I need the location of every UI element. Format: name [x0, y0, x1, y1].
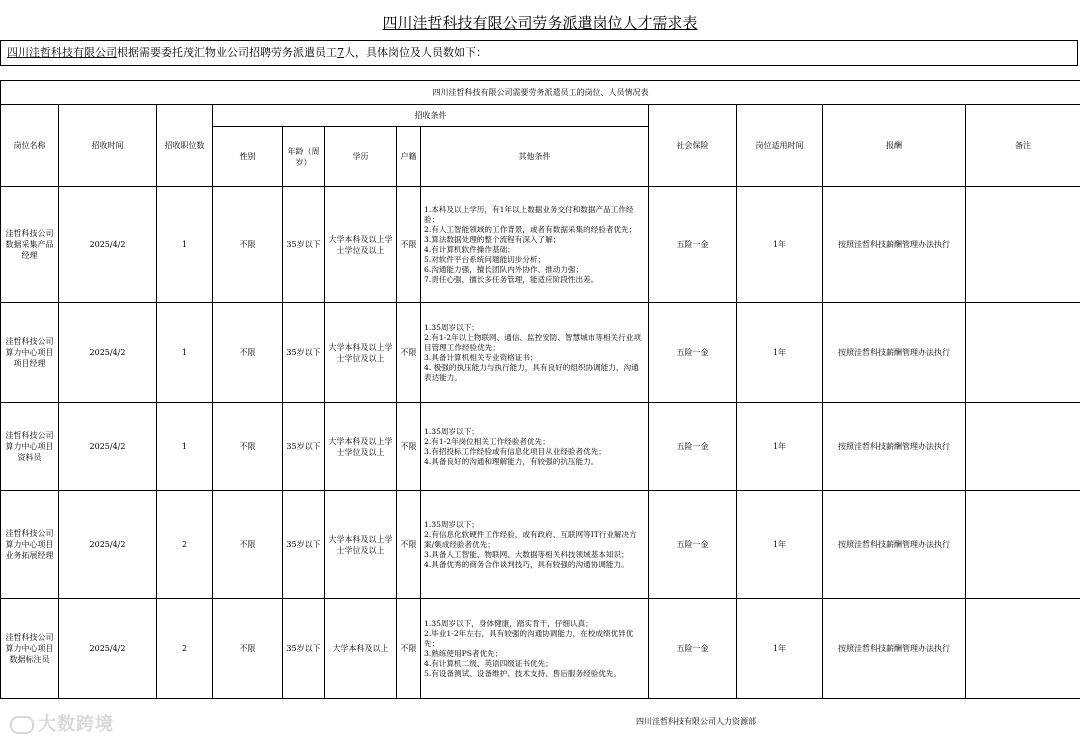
- condition-line: 3.算法数据处理的整个流程有深入了解；: [424, 234, 561, 244]
- cell-count: 2: [157, 599, 213, 699]
- cell-education: 大学本科及以上学士学位及以上: [325, 303, 397, 403]
- cell-position: 洼哲科技公司数据采集产品经理: [1, 187, 59, 303]
- condition-line: 7.责任心强，擅长多任务管理，能适应阶段性出差。: [424, 274, 599, 284]
- condition-line: 2.有1-2年岗位相关工作经验者优先；: [424, 436, 550, 446]
- cell-age: 35岁以下: [283, 187, 325, 303]
- cell-remark: [966, 303, 1080, 403]
- cell-age: 35岁以下: [283, 599, 325, 699]
- table-row: [1, 403, 1080, 491]
- cell-conditions: [421, 491, 649, 599]
- cell-count: 2: [157, 491, 213, 599]
- cell-position: 洼哲科技公司算力中心项目资料员: [1, 403, 59, 491]
- header-education: 学历: [325, 127, 397, 187]
- header-other: 其他条件: [421, 127, 649, 187]
- cell-education: 大学本科及以上: [325, 599, 397, 699]
- condition-line: 5.对软件平台系统问题能切步分析；: [424, 254, 546, 264]
- condition-line: 4.具备良好的沟通和理解能力，有较强的抗压能力。: [424, 456, 599, 466]
- cell-gender: 不限: [213, 403, 283, 491]
- intro-line: [0, 40, 1078, 66]
- header-position: 岗位名称: [1, 105, 59, 187]
- cell-insurance: 五险一金: [649, 599, 737, 699]
- cell-insurance: 五险一金: [649, 403, 737, 491]
- cell-count: 1: [157, 187, 213, 303]
- header-time: 招收时间: [59, 105, 157, 187]
- cell-duration: 1年: [737, 491, 823, 599]
- watermark-text: 大数跨境: [38, 714, 114, 735]
- cell-hukou: 不限: [397, 599, 421, 699]
- condition-line: 1.本科及以上学历，有1年以上数据业务交付和数据产品工作经验；: [424, 204, 634, 224]
- condition-line: 2.有人工智能领域的工作背景，或者有数据采集的经验者优先；: [424, 224, 637, 234]
- cell-education: 大学本科及以上学士学位及以上: [325, 187, 397, 303]
- cell-hukou: 不限: [397, 303, 421, 403]
- condition-line: 4.具备优秀的商务合作谈判技巧，具有较强的沟通协调能力。: [424, 559, 629, 569]
- cell-pay: 按照洼哲科技薪酬管理办法执行: [823, 187, 966, 303]
- cell-time: 2025/4/2: [59, 187, 157, 303]
- cell-remark: [966, 599, 1080, 699]
- condition-line: 3.具备人工智能、物联网、大数据等相关科技领域基本知识；: [424, 549, 629, 559]
- condition-line: 3.具备计算机相关专业资格证书；: [424, 352, 538, 362]
- cell-remark: [966, 187, 1080, 303]
- demand-table: [0, 80, 1080, 699]
- cell-hukou: 不限: [397, 187, 421, 303]
- condition-line: 2.毕业1-2年左右，具有较强的沟通协调能力，在校成绩优异优先；: [424, 628, 634, 648]
- intro-company: 四川洼哲科技有限公司: [7, 46, 117, 59]
- cell-pay: 按照洼哲科技薪酬管理办法执行: [823, 403, 966, 491]
- condition-line: 4.有计算机二级、英语四级证书优先；: [424, 658, 553, 668]
- condition-line: 1.35周岁以下；: [424, 322, 479, 332]
- cell-education: 大学本科及以上学士学位及以上: [325, 403, 397, 491]
- cell-time: 2025/4/2: [59, 599, 157, 699]
- intro-text-b: 人，具体岗位及人员数如下：: [344, 46, 487, 59]
- cell-hukou: 不限: [397, 403, 421, 491]
- cell-gender: 不限: [213, 303, 283, 403]
- cell-conditions: [421, 303, 649, 403]
- intro-count: 7: [337, 46, 344, 59]
- table-row: [1, 303, 1080, 403]
- cell-pay: 按照洼哲科技薪酬管理办法执行: [823, 491, 966, 599]
- cell-duration: 1年: [737, 403, 823, 491]
- header-gender: 性别: [213, 127, 283, 187]
- cell-insurance: 五险一金: [649, 187, 737, 303]
- cell-duration: 1年: [737, 303, 823, 403]
- table-row: [1, 187, 1080, 303]
- condition-line: 1.35周岁以下；: [424, 519, 479, 529]
- cell-education: 大学本科及以上学士学位及以上: [325, 491, 397, 599]
- cell-age: 35岁以下: [283, 491, 325, 599]
- header-count: 招收职位数: [157, 105, 213, 187]
- cell-gender: 不限: [213, 187, 283, 303]
- condition-line: 4. 极强的执压能力与执行能力，具有良好的组织协调能力，沟通表达能力。: [424, 362, 639, 382]
- document-title: 四川洼哲科技有限公司劳务派遣岗位人才需求表: [382, 14, 698, 32]
- footer-signature: 四川洼哲科技有限公司人力资源部: [636, 717, 756, 726]
- condition-line: 5.有设备测试、设备维护、技术支持、售后服务经验优先。: [424, 668, 622, 678]
- cell-remark: [966, 403, 1080, 491]
- table-title: 四川洼哲科技有限公司需要劳务派遣员工的岗位、人员情况表: [1, 81, 1080, 105]
- header-hukou: 户籍: [397, 127, 421, 187]
- cell-age: 35岁以下: [283, 303, 325, 403]
- cell-conditions: [421, 599, 649, 699]
- cell-time: 2025/4/2: [59, 403, 157, 491]
- watermark: [10, 710, 114, 736]
- header-pay: 报酬: [823, 105, 966, 187]
- condition-line: 3.有招投标工作经验或有信息化项目从业经验者优先；: [424, 446, 606, 456]
- header-age: 年龄（周岁）: [283, 127, 325, 187]
- cell-position: 洼哲科技公司算力中心项目数据标注员: [1, 599, 59, 699]
- condition-line: 3.熟练使用PS者优先；: [424, 648, 503, 658]
- table-row: [1, 491, 1080, 599]
- cell-insurance: 五险一金: [649, 491, 737, 599]
- condition-line: 4.有计算机软件操作基础；: [424, 244, 515, 254]
- cell-remark: [966, 491, 1080, 599]
- cell-pay: 按照洼哲科技薪酬管理办法执行: [823, 599, 966, 699]
- table-row: [1, 599, 1080, 699]
- header-remark: 备注: [966, 105, 1080, 187]
- cell-position: 洼哲科技公司算力中心项目项目经理: [1, 303, 59, 403]
- cell-conditions: [421, 403, 649, 491]
- header-conditions: 招收条件: [213, 105, 649, 127]
- condition-line: 1.35周岁以下；: [424, 426, 479, 436]
- cell-duration: 1年: [737, 187, 823, 303]
- condition-line: 6.沟通能力强，擅长团队内外协作、推动力强；: [424, 264, 584, 274]
- cell-insurance: 五险一金: [649, 303, 737, 403]
- header-insurance: 社会保险: [649, 105, 737, 187]
- header-duration: 岗位适用时间: [737, 105, 823, 187]
- cell-gender: 不限: [213, 491, 283, 599]
- intro-text-a: 根据需要委托茂汇物业公司招聘劳务派遣员工: [117, 46, 337, 59]
- cell-time: 2025/4/2: [59, 491, 157, 599]
- condition-line: 2.有信息化软硬件工作经验，或有政府、互联网等IT行业解决方案/集成经验者优先；: [424, 529, 637, 549]
- cell-conditions: [421, 187, 649, 303]
- condition-line: 2.有1-2年以上物联网、通信、监控安防、智慧城市等相关行业项目管理工作经验优先；: [424, 332, 641, 352]
- cell-time: 2025/4/2: [59, 303, 157, 403]
- cell-count: 1: [157, 303, 213, 403]
- cell-position: 洼哲科技公司算力中心项目业务拓展经理: [1, 491, 59, 599]
- cell-hukou: 不限: [397, 491, 421, 599]
- condition-line: 1.35周岁以下，身体健康，踏实肯干，仔细认真；: [424, 618, 593, 628]
- cell-duration: 1年: [737, 599, 823, 699]
- watermark-logo-icon: [10, 716, 34, 734]
- cell-count: 1: [157, 403, 213, 491]
- cell-gender: 不限: [213, 599, 283, 699]
- cell-age: 35岁以下: [283, 403, 325, 491]
- cell-pay: 按照洼哲科技薪酬管理办法执行: [823, 303, 966, 403]
